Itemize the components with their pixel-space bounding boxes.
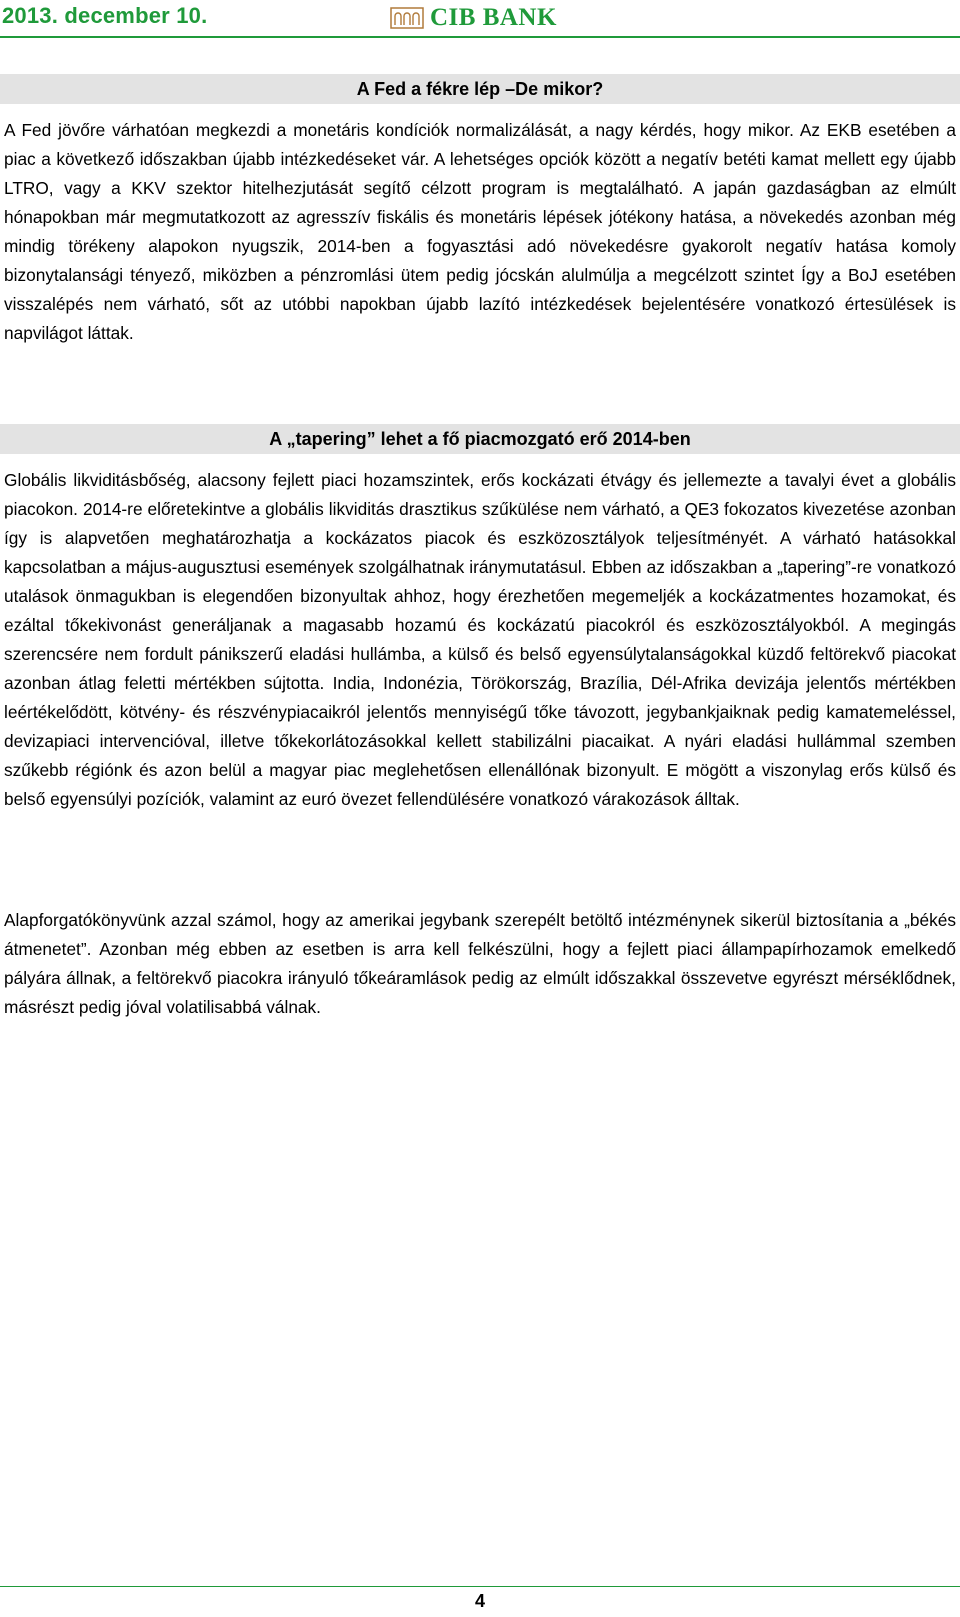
section-title-fed: A Fed a fékre lép –De mikor? bbox=[0, 74, 960, 104]
cib-bank-logo bbox=[390, 4, 557, 32]
page-number: 4 bbox=[474, 1591, 485, 1611]
bank-building-icon bbox=[390, 7, 424, 29]
header-divider bbox=[0, 36, 960, 38]
logo-wordmark: CIB BANK bbox=[430, 4, 557, 31]
paragraph-tapering-2: Alapforgatókönyvünk azzal számol, hogy az amerikai jegybank szerepélt betöltő intézménynek sikerül biztosítania a „békés átmenetet”. Azonban még ebben az esetben is arra kell felkészülni, hogy a fejlett piaci állampapírhozamok emelkedő pályára állnak, a feltörekvő piacokra irányuló tőkeáramlások pedig az elmúlt időszakkal összevetve egyrészt mérséklődnek, másrészt pedig jóval volatilisabbá válnak. bbox=[4, 910, 956, 1017]
paragraph-tapering-1: Globális likviditásbőség, alacsony fejlett piaci hozamszintek, erős kockázati étvágy és jellemezte a tavalyi évet a globális piacokon. 2014-re előretekintve a globális likviditás drasztikus szűkülése nem várható, a QE3 fokozatos kivezetése azonban így is alapvetően meghatározhatja a kockázatos piacok és eszközosztályok teljesítményét. A várható hatásokkal kapcsolatban a május-augusztusi események szolgálhatnak iránymutatásul. Ebben az időszakban a „tapering”-re vonatkozó utalások önmagukban is elegendően bizonyultak ahhoz, hogy érezhetően megemeljék a kockázatmentes hozamokat, és ezáltal tőkekivonást generáljanak a magasabb hozamú és kockázatú piacokról és eszközosztályokból. A megingás szerencsére nem fordult pánikszerű eladási hullámba, a külső és belső egyensúlytalanságokkal küzdő feltörekvő piacokat azonban átlag feletti mértékben sújtotta. India, Indonézia, Törökország, Brazília, Dél-Afrika devizája jelentős mértékben leértékelődött, kötvény- és részvénypiacaikról jelentős mennyiségű tőke távozott, jegybankjaiknak pedig kamatemeléssel, devizapiaci intervencióval, illetve tőkekorlátozásokkal kellett stabilizálni piacaikat. A nyári eladási hullámmal szemben szűkebb régiónk és azon belül a magyar piac meglehetősen ellenállónak bizonyult. E mögött a viszonylag erős külső és belső egyensúlyi pozíciók, valamint az euró övezet fellendülésére vonatkozó várakozások álltak. bbox=[4, 470, 956, 809]
paragraph-fed: A Fed jövőre várhatóan megkezdi a monetáris kondíciók normalizálását, a nagy kérdés, hogy mikor. Az EKB esetében a piac a következő időszakban újabb intézkedéseket vár. A lehetséges opciók között a negatív betéti kamat mellett egy újabb LTRO, vagy a KKV szektor hitelhezjutását segítő célzott program is megtalálható. A japán gazdaságban az elmúlt hónapokban már megmutatkozott az agresszív fiskális és monetáris lépések jótékony hatása, a növekedés azonban még mindig törékeny alapokon nyugszik, 2014-ben a fogyasztási adó növekedésre gyakorolt negatív hatása komoly bizonytalansági tényező, miközben a pénzromlási ütem pedig jócskán alulmúlja a megcélzott szintet Így a BoJ esetében visszalépés nem várható, sőt az utóbbi napokban újabb lazító intézkedések bejelentésére vonatkozó értesülések is napvilágot láttak. bbox=[4, 120, 956, 343]
report-date: 2013. december 10. bbox=[2, 3, 208, 28]
section-title-tapering: A „tapering” lehet a fő piacmozgató erő 2014-ben bbox=[0, 424, 960, 454]
footer-divider bbox=[0, 1586, 960, 1587]
page-header bbox=[0, 0, 960, 38]
